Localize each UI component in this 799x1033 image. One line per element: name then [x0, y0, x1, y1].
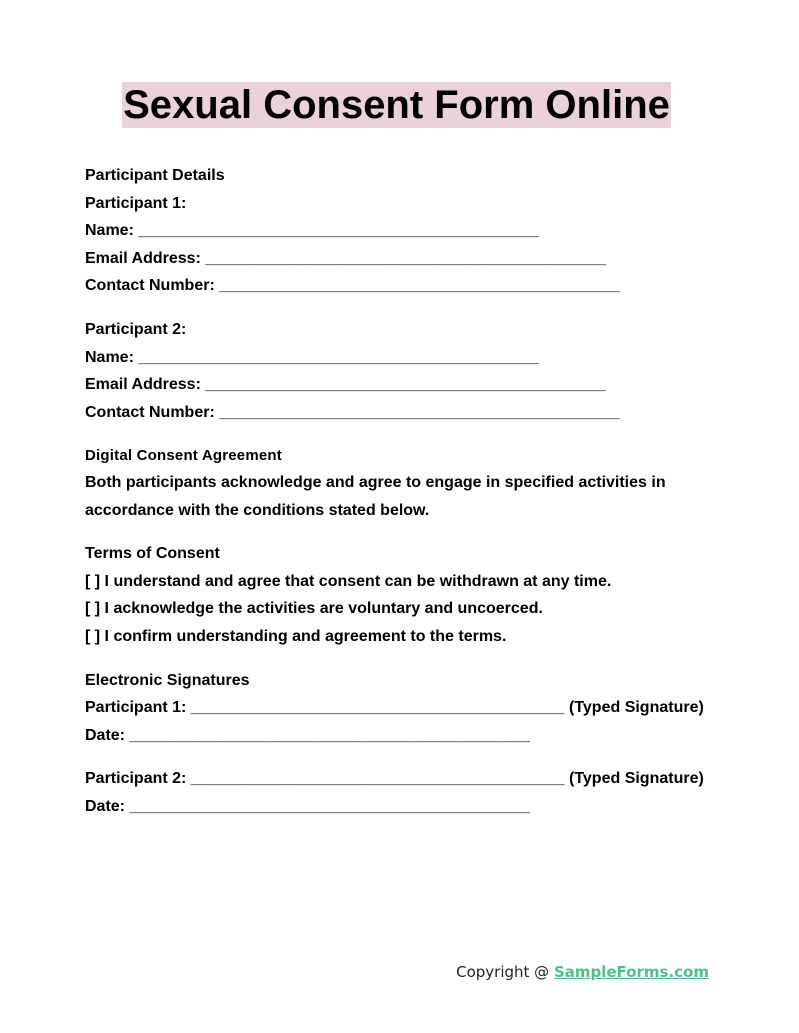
- terms-checkbox-voluntary[interactable]: [ ] I acknowledge the activities are voluntary and uncoerced.: [85, 600, 543, 617]
- title-container: [0, 82, 799, 128]
- participant1-email-field[interactable]: Email Address: _____________________________________________: [85, 250, 606, 267]
- page-title: Sexual Consent Form Online: [123, 83, 670, 127]
- copyright-footer: [456, 963, 709, 981]
- participant2-email-field[interactable]: Email Address: _____________________________________________: [85, 376, 606, 393]
- participant1-signature-field[interactable]: Participant 1: __________________________________________ (Typed Signature): [85, 699, 704, 716]
- participant-details-heading: Participant Details: [85, 167, 225, 184]
- participant2-signature-field[interactable]: Participant 2: __________________________________________ (Typed Signature): [85, 770, 704, 787]
- agreement-heading: Digital Consent Agreement: [85, 447, 282, 464]
- participant2-contact-field[interactable]: Contact Number: _____________________________________________: [85, 404, 620, 421]
- terms-heading: Terms of Consent: [85, 545, 220, 562]
- participant2-date-field[interactable]: Date: _____________________________________________: [85, 798, 530, 815]
- terms-checkbox-confirm[interactable]: [ ] I confirm understanding and agreement to the terms.: [85, 628, 507, 645]
- copyright-text: Copyright @: [456, 963, 554, 981]
- agreement-text-line1: Both participants acknowledge and agree to engage in specified activities in: [85, 474, 666, 491]
- participant1-date-field[interactable]: Date: _____________________________________________: [85, 727, 530, 744]
- participant1-label: Participant 1:: [85, 195, 187, 212]
- participant2-name-field[interactable]: Name: _____________________________________________: [85, 349, 539, 366]
- participant1-contact-field[interactable]: Contact Number: _____________________________________________: [85, 277, 620, 294]
- signatures-heading: Electronic Signatures: [85, 672, 250, 689]
- agreement-text-line2: accordance with the conditions stated below.: [85, 502, 430, 519]
- participant1-name-field[interactable]: Name: _____________________________________________: [85, 222, 539, 239]
- sampleforms-link[interactable]: SampleForms.com: [553, 963, 709, 981]
- participant2-label: Participant 2:: [85, 321, 187, 338]
- terms-checkbox-withdraw[interactable]: [ ] I understand and agree that consent can be withdrawn at any time.: [85, 573, 612, 590]
